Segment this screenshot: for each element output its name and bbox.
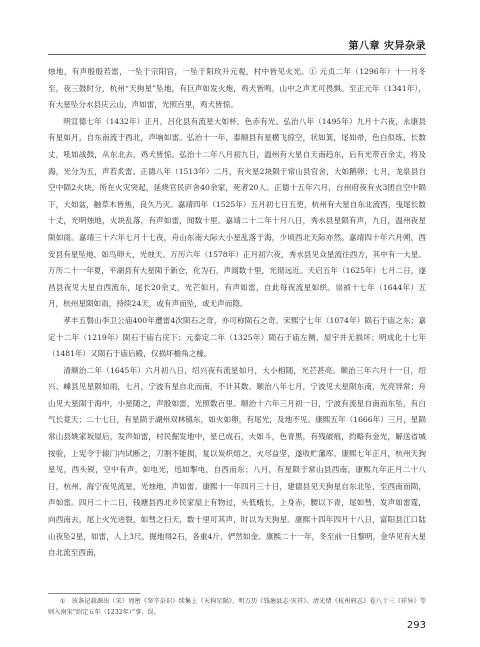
- footnote-mark: ①: [60, 598, 66, 605]
- main-text: [48, 64, 426, 592]
- footnote-divider: [48, 593, 140, 594]
- header-divider: [48, 54, 426, 55]
- footnote-text: 该条记载源出（宋）周密《癸辛杂识》续集上《天狗星陨》，明万历《钱塘县志·灾祥》、清光绪《杭州府志》卷八十三《祥异》等则入南宋“绍定五年（1232年）”事，误。: [48, 598, 426, 616]
- footnote: [48, 597, 426, 618]
- chapter-title: 第八章 灾异杂录: [348, 41, 426, 52]
- paragraph: 孝丰五磐山李卫公庙400年遭雷4次陨石之奇，亦可称陨石之奇。宋熙宁七年（1074年）陨石于庙之东；嘉定十二年（1219年）陨石于庙右庑下；元泰定二年（1325年）陨石于庙左侧，屋宇并无损坏；明成化十七年（1481年）又陨石于庙后殿，仅损坏檐角之椽。: [48, 315, 426, 359]
- paragraph: 烛地，有声殷殷若雷，一坠于宗阳宫，一坠于阳玫升元观，村中皆见火光。① 元贞二年（1296年）十一月冬至，夜三鼓时分，杭州“天狗星”坠地，有巨声如发火炮，鸡犬皆鸣，山中之声尤可畏惧。至正元年（1341年），有大星坠分水县庆云山，声如雷，光照百里，鸡犬皆惊。: [48, 67, 426, 110]
- paragraph: 清顺治二年（1645年）六月初八日，绍兴夜有流星如月，大小相随，光芒甚亮。顺治三年六月十一日，绍兴、嵊县见星陨如雨，七月，宁波有星自北而南，不计其数。顺治八年七月，宁波见大星陨东南，光亮异常；舟山见大星陨于海中，小星随之，声殷如雷，光照数百里。顺治十六年三月初一日，宁波有流星自南而东坠，有白气长竟天；二十七日，有星陨于湖州双林镇东，如火如卵，有尾光，及地不见。康熙五年（1666年）三月，星陨常山县姚家坂屋后，发声如雷，村民掘发地中，星已成石，大如斗，色青黑，有残破痕，约略有金光，解送省城按验，上宪令于辕门内试断之，刀割不能损，复以炭炽熔之，火尽益坚，遂收贮藩库。康熙七年正月，杭州天狗星见，西头锐，空中有声，如电光，迅如掣电，自西而东；八月，有星陨于常山县西南。康熙九年正月二十八日，杭州、海宁夜见流星，光烛地，声如雷。康熙十一年四月三十日，建德县见天狗星自东北坠，至西南而陨，声如雷。四月二十二日，钱塘县西北乡民家屋上有物过，头低蛾长，上身赤，腰以下青，尾如彗，发声如雷霆，向西南去，尾上火光迸裂，如彗之扫天，数十里可其声，时以为天狗星。康熙十四年四月十八日，富阳县江口陆山夜坠2星，如雷，人上3尺，掘地得2石，各重4斤，俨然如金。康熙二十一年，冬至前一日黎明，金华见有大星自北流至西南，: [48, 365, 426, 558]
- paragraph: 明宣德七年（1432年）正月，吕化县有流星大如杯，色赤有光。弘治八年（1495年）九月十六夜，永康县有星如月，自东南流于西北，声响如雷。弘治十一年，泰顺县有星横飞掠空，状如箕，尾如帚，色白似练，长数丈，吼如战鼓，从东北去，鸡犬皆惊。弘治十二年八月初九日，温州有大星自天南趋东，后有光带百余丈，将及海，光分为五，声若炙雷。正德八年（1513年）二月，有火星2块陨于常山县官舍，大如鹅卵；七月，龙泉县自空中陨2火块，所在火灾突起，延烧官民庐舍40余家，死者20人。正德十五年六月，台州府夜有火3团自空中陨下，大如盆，触草木皆焦，良久乃灭。嘉靖四年（1525年）五月初七日五更，杭州有大星自东北流西，曳尾长数十丈，光明烛地，火块乱落，有声如雷，闻数十里。嘉靖二十二年十月八日，秀水县星陨有声，九日，温州夜星陨如雨。嘉靖三十六年七月十七夜，舟山东南大际大小星乱落于海，少顷西北天际亦然。嘉靖四十年六月朔，西安县有星坠地，如鸟卵大，光烛天。万历六年（1578年）正月初六夜，秀水县见众星流往西方，其中有一大星。万历二十一年夏，平湖县有大星陨于新仓，化为石，声闻数十里，光彻远近。天启五年（1625年）七月二日，遂昌县夜见大星自西流东，尾长20余丈，光芒如月，有声如雷，自此每夜流星如织。崇祯十七年（1644年）五月，杭州星陨如雨，持续24天，或有声而坠，或无声而隐。: [48, 116, 426, 309]
- running-header: [48, 30, 426, 52]
- page-number: 293: [406, 620, 426, 631]
